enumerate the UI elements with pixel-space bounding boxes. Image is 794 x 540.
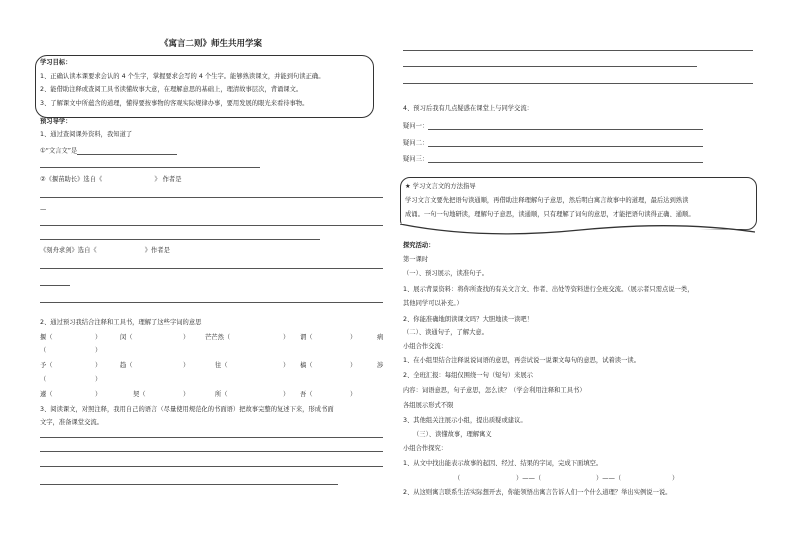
vocab-suo-close[interactable]: ）	[283, 391, 290, 398]
preview-q2: 2、通过预习我结合注释和工具书，理解了这些字词的意思	[40, 319, 202, 326]
section-3-heading: （三）、读懂故事，理解寓义	[413, 431, 492, 438]
vocab-she-close[interactable]: ）	[95, 376, 102, 383]
vocab-min-close[interactable]: ）	[183, 334, 190, 341]
preview-q1: 1、通过查阅课外资料，我知道了	[40, 131, 133, 138]
answer-line[interactable]	[40, 451, 383, 452]
vocab-mangmangran-open: 芒芒然（	[205, 334, 231, 341]
section-2-heading: （二）、读通句子，了解大意。	[403, 329, 489, 336]
vocab-ju-close[interactable]: ）	[95, 391, 102, 398]
doubt-1-input[interactable]	[428, 122, 703, 130]
answer-line[interactable]	[40, 285, 70, 286]
vocab-gao-open: 槁（	[300, 362, 313, 369]
vocab-she-open: （	[40, 376, 47, 383]
vocab-suo-open: 所（	[215, 391, 228, 398]
vocab-she: 涉	[377, 362, 384, 369]
vocab-qi-close[interactable]: ）	[183, 391, 190, 398]
doubt-3	[403, 155, 703, 163]
vocab-wu-close[interactable]: ）	[350, 391, 357, 398]
p1-line2: 其他同学可以补充。）	[403, 300, 463, 307]
doubt-1	[403, 122, 703, 130]
doubt-2-label: 疑问二：	[403, 139, 429, 147]
q1a-blank[interactable]	[77, 147, 177, 155]
explore-heading: 小组合作探究：	[403, 445, 448, 452]
g2-content: 内容：词语意思，句子意思，怎么读？（学会利用注释和工具书）	[403, 387, 586, 394]
tip-box-wavy-edge	[400, 224, 755, 236]
vocab-min-open: 闵（	[120, 334, 133, 341]
doubt-3-input[interactable]	[428, 155, 703, 163]
doubt-3-label: 疑问三：	[403, 155, 429, 163]
answer-line[interactable]	[40, 225, 383, 226]
doubt-1-label: 疑问一：	[403, 122, 429, 130]
doubt-2	[403, 139, 703, 147]
answer-line[interactable]	[403, 83, 753, 84]
group-heading: 小组合作交流：	[403, 343, 448, 350]
goals-heading: 学习目标：	[40, 59, 72, 66]
vocab-wu-open: 吾（	[300, 391, 313, 398]
preview-q1c	[40, 248, 170, 254]
flow-sep-1[interactable]: ）——（	[516, 475, 542, 482]
right-q4: 4、预习后我有几点疑惑在课堂上与同学交流：	[403, 105, 533, 112]
answer-line[interactable]	[40, 437, 383, 438]
answer-line[interactable]	[40, 302, 383, 303]
preview-q3-line2: 文字，准备课堂交流。	[40, 419, 103, 426]
vocab-mangmangran-close[interactable]: ）	[283, 334, 290, 341]
g2: 2、全班汇报：每组仅围绕一句（短句）来展示	[403, 372, 533, 379]
dash-mark: —	[40, 206, 47, 213]
answer-line[interactable]	[403, 50, 753, 51]
e2: 2、从这则寓言联系生活实际想开去，你能领悟出寓言告诉人们一个什么道理？举出实例说一说。	[403, 489, 672, 496]
vocab-wang-open: 往（	[215, 362, 228, 369]
p2: 2、你能准确地朗读课文吗？大胆地读一读吧！	[403, 316, 533, 323]
goal-item-3: 3、了解课文中所蕴含的道理，懂得要按事物的客观实际规律办事，要用发展的眼光来看待事物。	[40, 100, 309, 107]
preview-q1b	[40, 177, 182, 183]
answer-line[interactable]	[40, 268, 383, 269]
answer-line[interactable]	[403, 66, 697, 67]
p1-line1: 1、展示背景资料：将你所查找的有关文言文、作者、出处等资料进行全班交流。（展示者只需点说一类，	[403, 286, 694, 293]
flow-close[interactable]: ）	[672, 475, 679, 482]
vocab-ya-close[interactable]: ）	[95, 334, 102, 341]
vocab-ya-open: 揠（	[40, 334, 53, 341]
answer-line[interactable]	[40, 484, 338, 485]
page-title: 《寓言二则》师生共用学案	[160, 39, 263, 49]
q1c-label-post: 》作者是	[144, 247, 170, 254]
goal-item-1: 1、正确认读本课要求会认的 4 个生字，掌握要求会写的 4 个生字。能够熟读课文，并能到句读正确。	[40, 73, 325, 80]
vocab-qu-close[interactable]: ）	[183, 362, 190, 369]
vocab-bing-open: （	[40, 347, 47, 354]
g1: 1、在小组里结合注释说说词语的意思，再尝试说一说课文每句的意思，试着读一读。	[403, 357, 640, 364]
q1a-label: ①“文言文”是	[40, 147, 78, 155]
doubt-2-input[interactable]	[428, 139, 703, 147]
vocab-wei-open: 谓（	[300, 334, 313, 341]
lesson-label: 第一课时	[403, 256, 429, 263]
preview-heading: 预习导学：	[40, 118, 72, 125]
vocab-wei-close[interactable]: ）	[350, 334, 357, 341]
answer-line[interactable]	[40, 167, 260, 168]
inquiry-heading: 探究活动：	[403, 242, 435, 249]
vocab-yu-open: 予（	[40, 362, 53, 369]
q1b-label-pre: ②《揠苗助长》选自《	[40, 176, 103, 183]
preview-q1a	[40, 147, 177, 155]
vocab-bing: 病	[377, 334, 384, 341]
vocab-yu-close[interactable]: ）	[95, 362, 102, 369]
tip-heading: ★ 学习文言文的方法指导	[405, 183, 476, 190]
tip-line-2: 成诵。一句一句地研读，理解句子意思，读通顺，只有理解了词句的意思，才能把语句读得正确、通顺。	[405, 211, 695, 218]
vocab-qi-open: 契（	[133, 391, 146, 398]
tip-line-1: 学习文言文要先把语句读通顺，再借助注释理解句子意思，然后明白寓言故事中的道理，最后达到熟读	[405, 197, 689, 204]
q1c-label-pre: 《刻舟求剑》选自《	[40, 247, 97, 254]
answer-line[interactable]	[40, 239, 320, 240]
flow-sep-2[interactable]: ）——（	[596, 475, 622, 482]
answer-line[interactable]	[40, 197, 383, 198]
vocab-bing-close[interactable]: ）	[95, 347, 102, 354]
e1: 1、从文中找出能表示故事的起因、经过、结果的字词，完成下面填空。	[403, 460, 603, 467]
q1b-label-post: 》 作者是	[154, 176, 182, 183]
g3: 3、其他组关注展示小组，提出质疑或建议。	[403, 417, 527, 424]
vocab-wang-close[interactable]: ）	[283, 362, 290, 369]
g2-form: 各组展示形式不限	[403, 402, 454, 409]
answer-line[interactable]	[40, 466, 383, 467]
vocab-qu-open: 趋（	[120, 362, 133, 369]
vocab-ju-open: 遽（	[40, 391, 53, 398]
vocab-gao-close[interactable]: ）	[350, 362, 357, 369]
section-1-heading: （一）、预习展示，读准句子。	[403, 270, 489, 277]
flow-open: （	[454, 475, 461, 482]
goal-item-2: 2、能借助注释或查阅工具书读懂故事大意，在理解意思的基础上，理清故事层次，背诵课文。	[40, 86, 303, 93]
preview-q3-line1: 3、阅读课文，对照注释，我用自己的语言（尽量使用规范化的书面语）把故事完整的复述下来，形成书面	[40, 406, 334, 413]
